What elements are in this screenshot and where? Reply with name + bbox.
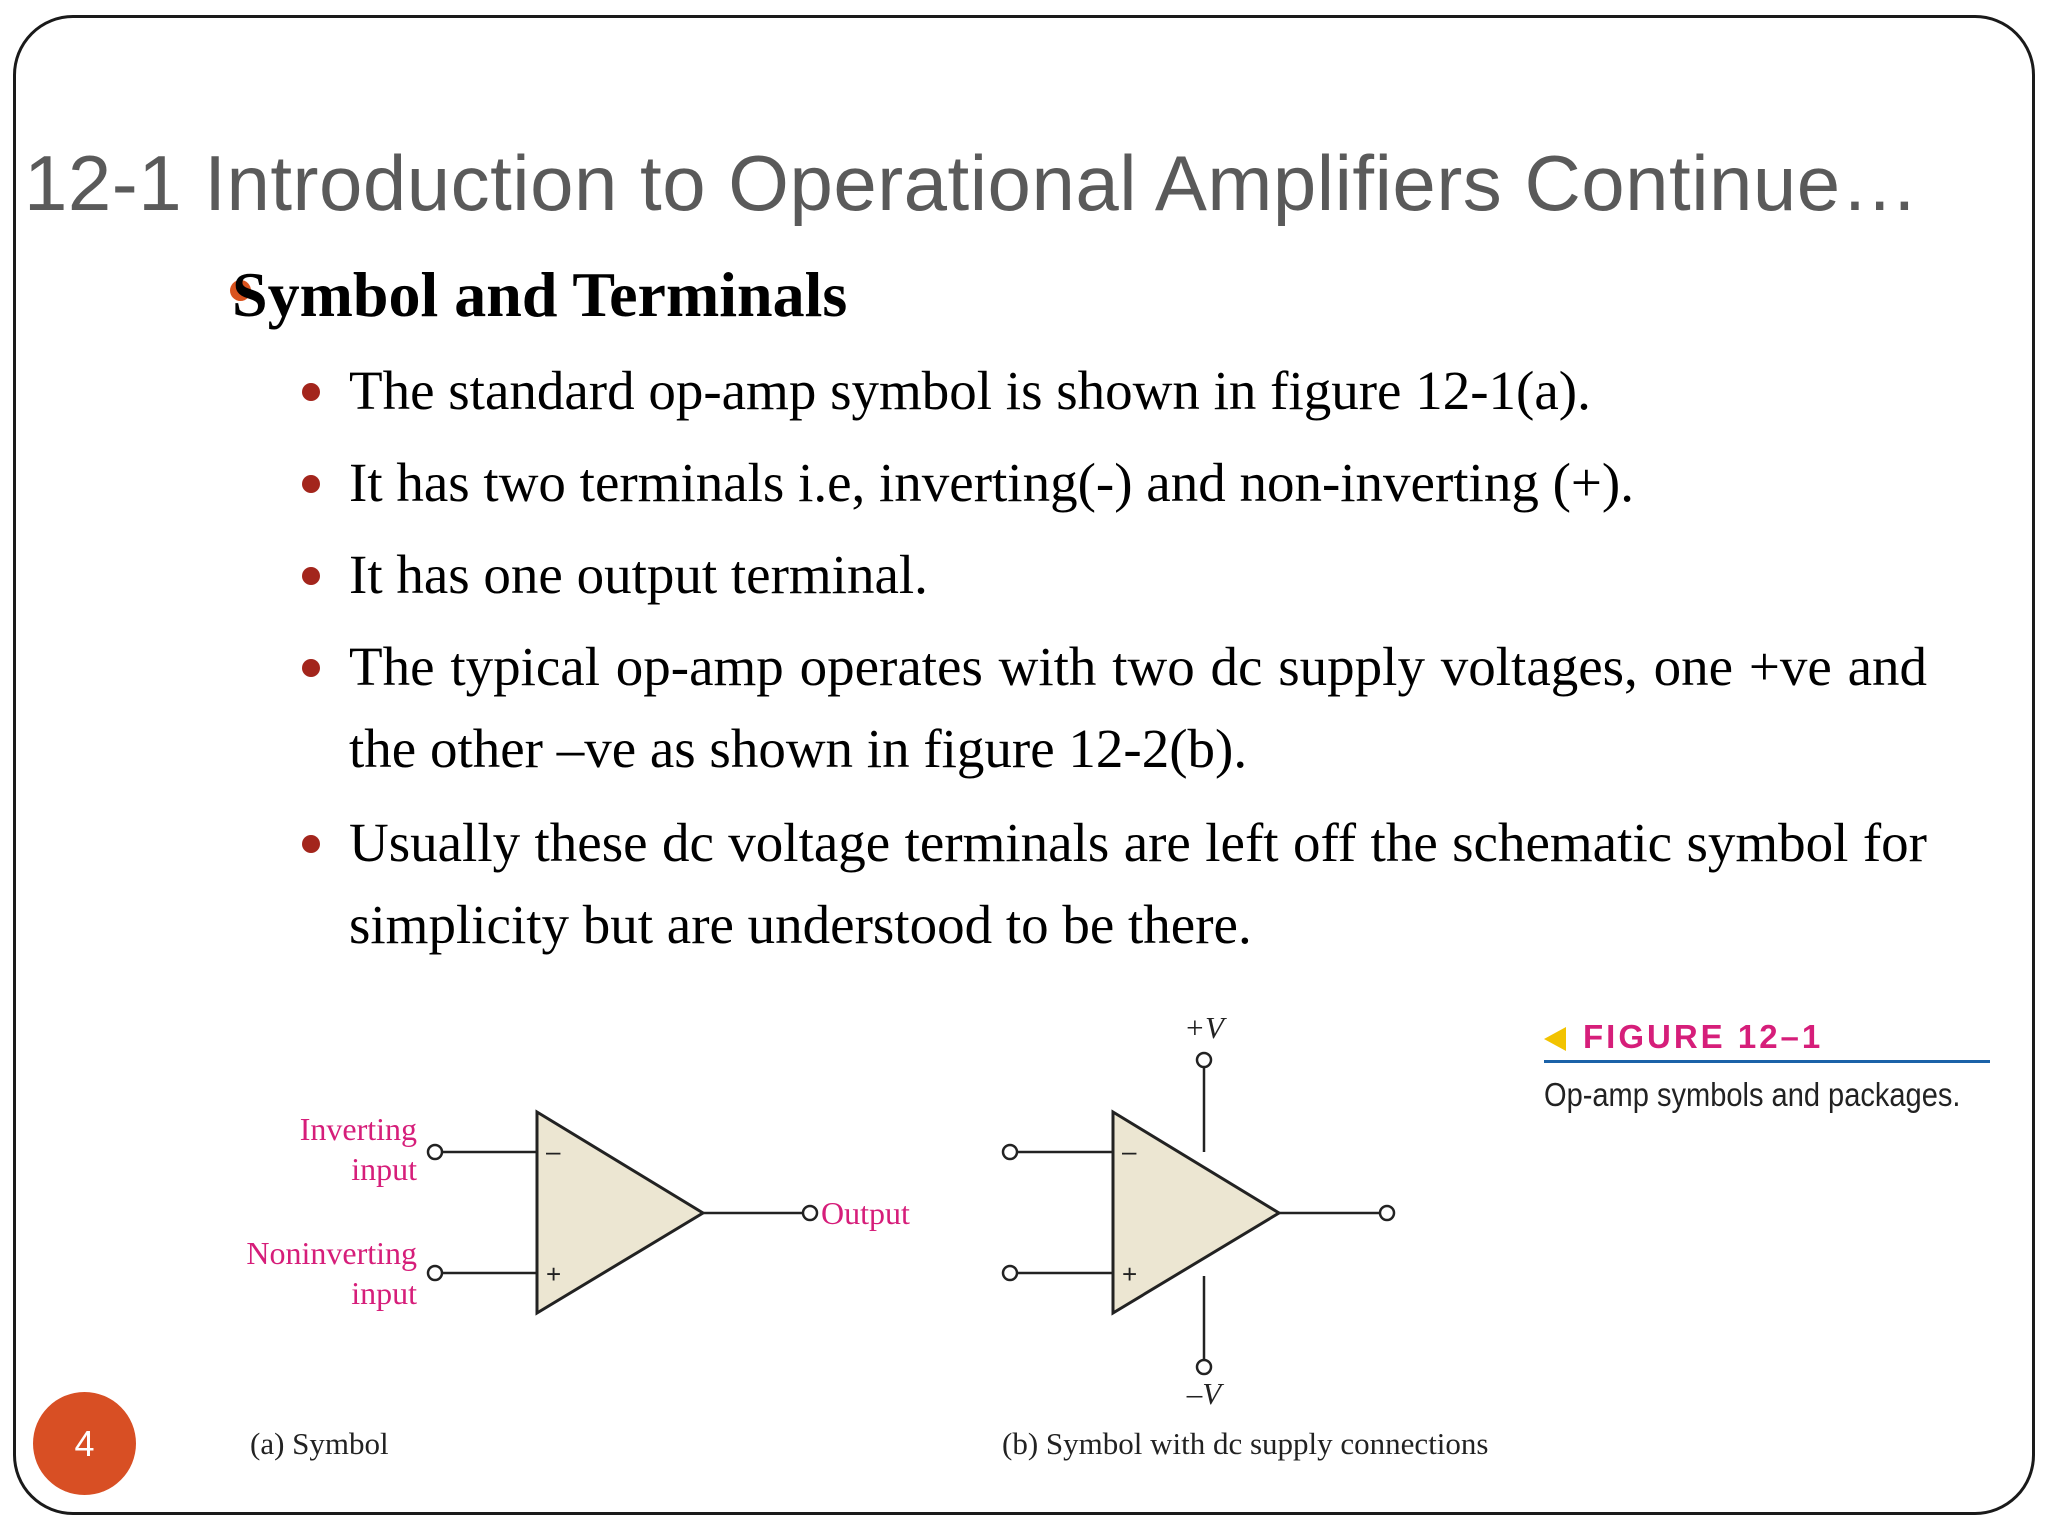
symbol-b-caption: (b) Symbol with dc supply connections [1002,1426,1489,1461]
plus-sign: + [1122,1259,1138,1289]
figure-label: FIGURE 12–1 [1583,1018,1824,1055]
symbol-a-caption: (a) Symbol [250,1426,389,1461]
noninverting-input-label-line2: input [351,1275,417,1311]
inverting-input-terminal [428,1145,442,1159]
op-amp-triangle [537,1112,703,1313]
positive-supply-terminal [1197,1053,1211,1067]
plus-sign: + [546,1259,562,1289]
bullet-dot [302,659,320,677]
inverting-input-terminal [1003,1145,1017,1159]
figure-label-rule [1544,1060,1990,1063]
op-amp-triangle [1113,1112,1279,1313]
op-amp-symbol-b [1002,1010,1488,1461]
section-heading: Symbol and Terminals [232,259,848,330]
output-terminal [1380,1206,1394,1220]
inverting-input-label-line1: Inverting [299,1111,417,1147]
inverting-input-label-line2: input [351,1151,417,1187]
bullet-item: The standard op-amp symbol is shown in figure 12-1(a). [349,360,1591,421]
bullet-dot [302,835,320,853]
bullet-item: It has one output terminal. [349,544,928,605]
bullet-dot [302,567,320,585]
op-amp-diagram [220,1000,2020,1480]
figure-pointer-icon [1544,1027,1566,1051]
output-terminal [803,1206,817,1220]
slide-title: 12-1 Introduction to Operational Amplifiers Continue… [24,139,1920,227]
noninverting-input-label-line1: Noninverting [246,1235,417,1271]
noninverting-input-terminal [1003,1266,1017,1280]
bullet-dot [302,383,320,401]
negative-supply-terminal [1197,1360,1211,1374]
bullet-dot [302,475,320,493]
positive-supply-label: +V [1184,1010,1224,1045]
output-label: Output [821,1195,910,1231]
noninverting-input-terminal [428,1266,442,1280]
minus-sign: – [1122,1136,1137,1166]
figure-caption: Op-amp symbols and packages. [1544,1076,1961,1113]
op-amp-symbol-a [246,1111,910,1461]
minus-sign: – [546,1136,561,1166]
bullet-item: The typical op-amp operates with two dc supply voltages, one +ve and the other –ve as shown in figure 12-2(b). [349,636,1927,779]
bullet-item: Usually these dc voltage terminals are left off the schematic symbol for simplicity but are understood to be there. [349,812,1927,955]
bullet-item: It has two terminals i.e, inverting(-) and non-inverting (+). [349,452,1634,513]
op-amp-figure [220,1000,2020,1480]
negative-supply-label: –V [1186,1376,1222,1411]
page-number-badge: 4 [33,1392,136,1495]
